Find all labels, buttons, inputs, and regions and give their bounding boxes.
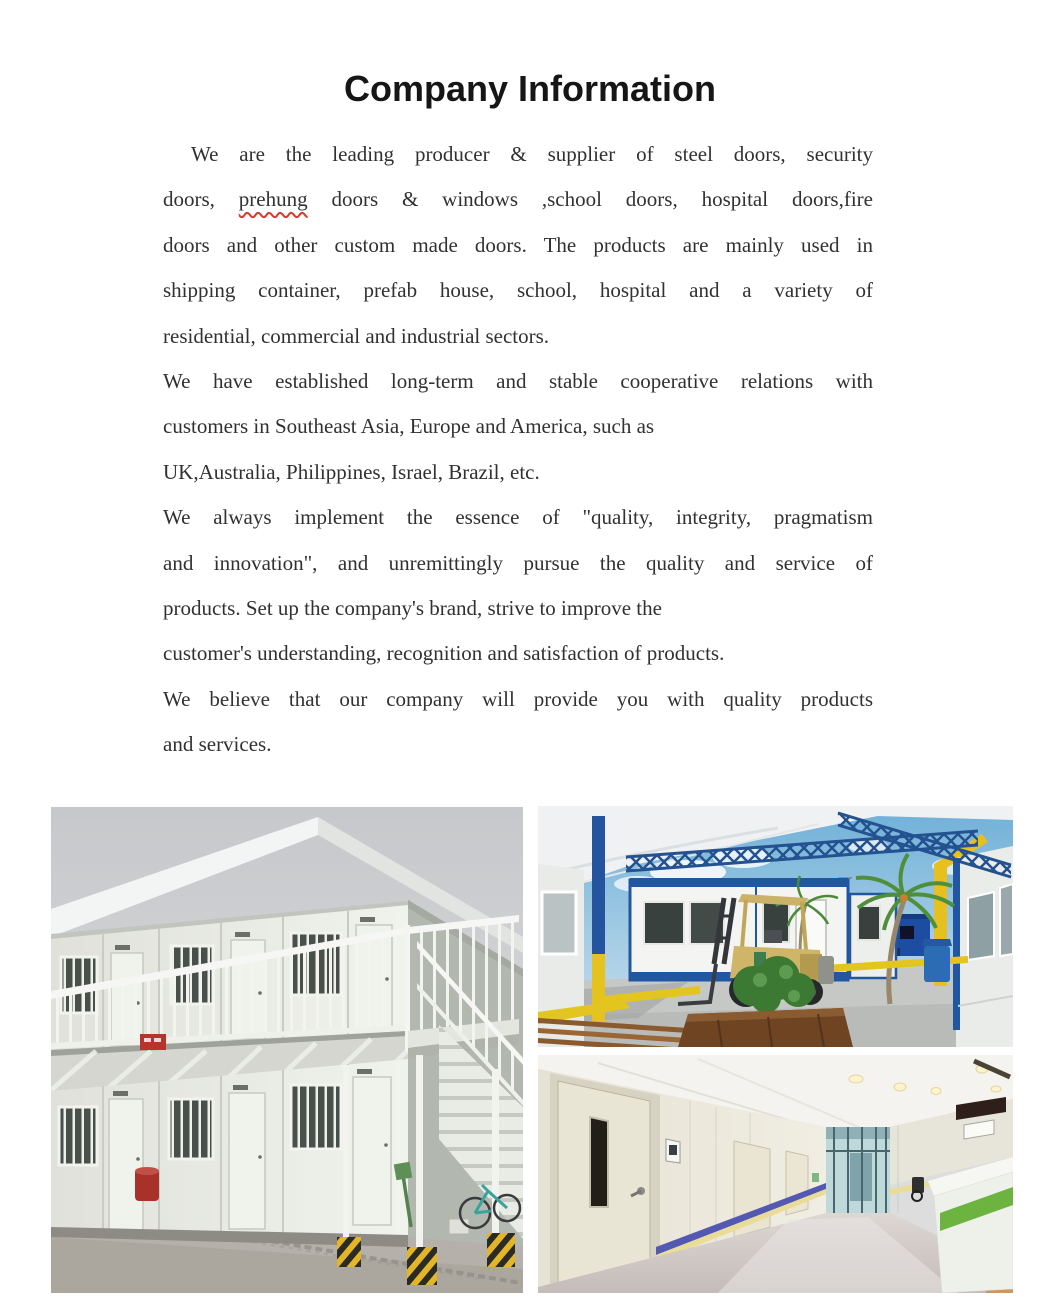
forklift-yard-photo — [538, 806, 1013, 1047]
paragraph-line: shipping container, prefab house, school, hospital and a variety of — [163, 278, 873, 303]
glass-entrance — [826, 1127, 890, 1215]
wheelchair — [912, 1177, 924, 1201]
misspelled-word: prehung — [238, 187, 308, 212]
page-title: Company Information — [343, 68, 716, 110]
hazard-base — [337, 1237, 361, 1267]
paragraph-line: customer's understanding, recognition and satisfaction of products. — [163, 641, 725, 666]
paragraph-line: customers in Southeast Asia, Europe and America, such as — [163, 414, 655, 439]
forklift-yard-illustration — [538, 806, 1013, 1047]
hospital-corridor-illustration — [538, 1055, 1013, 1293]
paragraph-line: We always implement the essence of "quality, integrity, pragmatism — [163, 505, 873, 530]
container-house-photo — [51, 807, 523, 1293]
container-house-illustration — [51, 807, 523, 1293]
hospital-corridor-photo — [538, 1055, 1013, 1293]
intercom-panel — [666, 1139, 680, 1163]
paragraph-line: doors, prehung doors & windows ,school doors, hospital doors,fire — [163, 187, 873, 212]
trash-bin — [922, 939, 952, 982]
door-sign — [812, 1173, 819, 1182]
red-barrel — [135, 1167, 159, 1201]
paragraph-line: and innovation", and unremittingly pursue the quality and service of — [163, 550, 873, 575]
wooden-planter — [678, 1008, 853, 1047]
paragraph-line: We are the leading producer & supplier of steel doors, security — [191, 142, 873, 166]
canopy-post — [592, 816, 605, 1021]
hazard-base — [487, 1233, 515, 1267]
hazard-base — [407, 1247, 437, 1285]
company-description — [163, 132, 873, 767]
paragraph-line: We believe that our company will provide you with quality products — [163, 686, 873, 711]
paragraph-line: and services. — [163, 732, 272, 757]
paragraph-line: We have established long-term and stable cooperative relations with — [163, 368, 873, 393]
paragraph-line: products. Set up the company's brand, strive to improve the — [163, 595, 662, 620]
paragraph-line: UK,Australia, Philippines, Israel, Brazil, etc. — [163, 459, 540, 484]
paragraph-line: residential, commercial and industrial sectors. — [163, 323, 550, 348]
fire-box — [140, 1034, 166, 1050]
reception-desk — [928, 1157, 1013, 1293]
paragraph-line: doors and other custom made doors. The products are mainly used in — [163, 232, 873, 257]
